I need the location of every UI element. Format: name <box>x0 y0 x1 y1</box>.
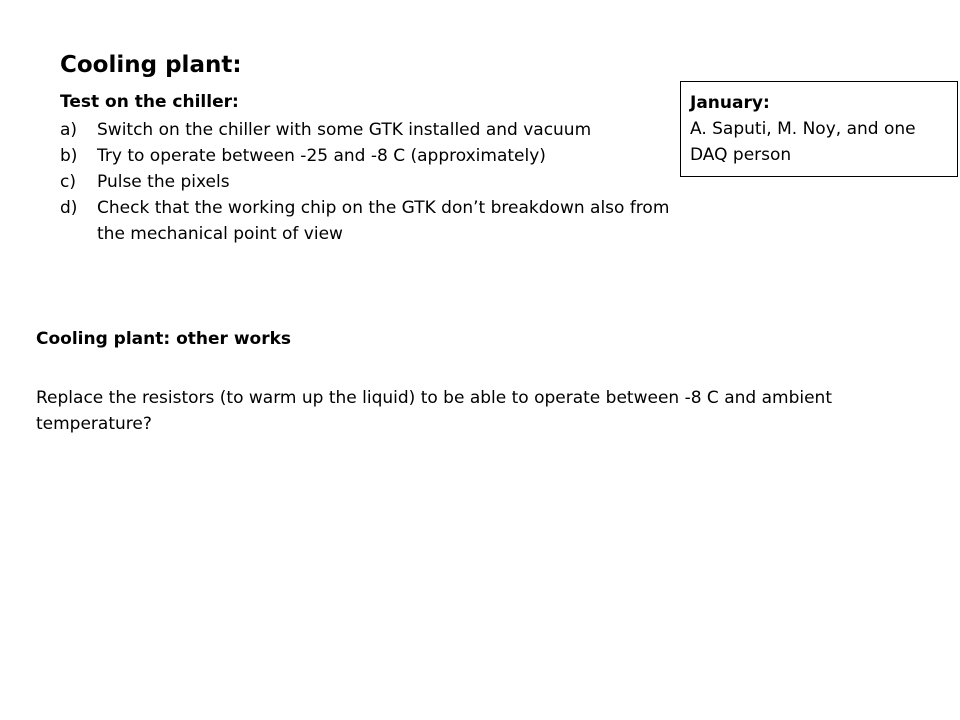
list-marker: c) <box>60 172 76 192</box>
slide-title: Cooling plant: <box>60 52 242 78</box>
list-item <box>60 117 680 143</box>
note-box <box>680 81 958 177</box>
note-title: January: <box>690 93 770 113</box>
list-marker: d) <box>60 198 78 218</box>
list-item-text: Check that the working chip on the GTK don’t breakdown also from the mechanical point of view <box>97 198 670 244</box>
list-item-text: Switch on the chiller with some GTK installed and vacuum <box>97 120 592 140</box>
list-item-text: Try to operate between -25 and -8 C (approximately) <box>97 146 546 166</box>
note-text: A. Saputi, M. Noy, and one DAQ person <box>690 119 916 165</box>
section-subtitle: Test on the chiller: <box>60 92 239 112</box>
list-marker: b) <box>60 146 78 166</box>
list-item <box>60 143 680 169</box>
list-marker: a) <box>60 120 78 140</box>
task-list <box>60 117 680 247</box>
other-works-body: Replace the resistors (to warm up the liquid) to be able to operate between -8 C and ambient temperature? <box>36 388 832 434</box>
list-item <box>60 169 680 195</box>
list-item-text: Pulse the pixels <box>97 172 230 192</box>
list-item <box>60 195 680 247</box>
other-works-heading: Cooling plant: other works <box>36 329 292 349</box>
